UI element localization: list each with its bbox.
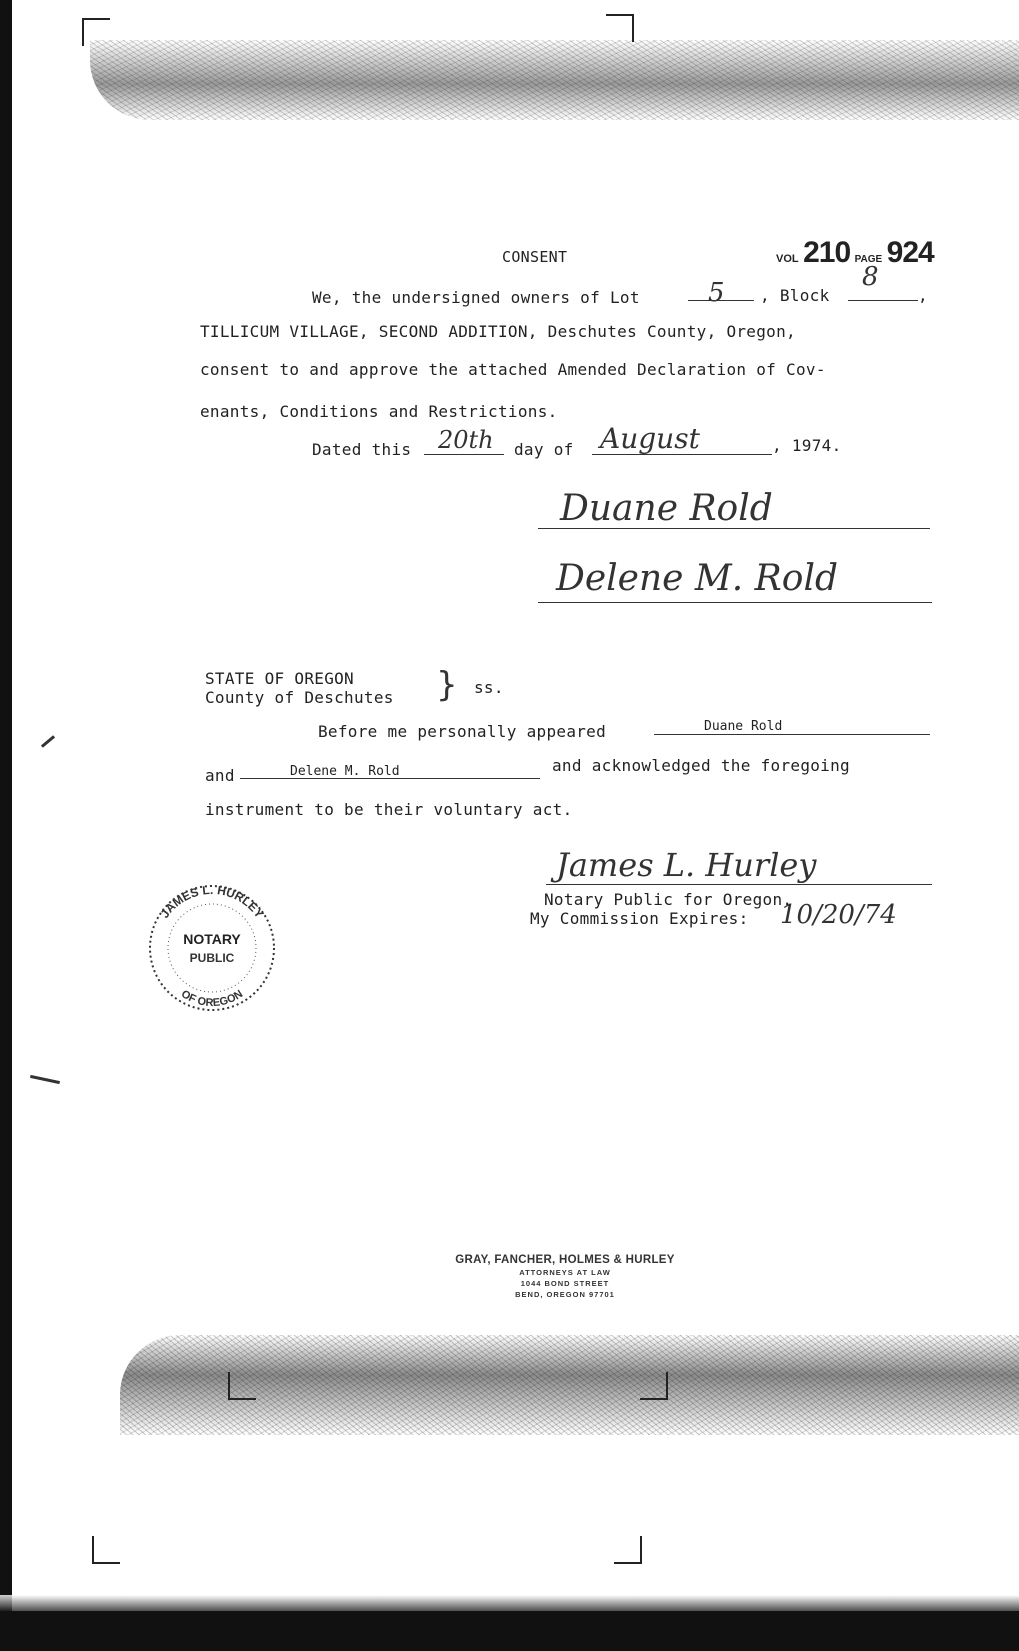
firm-line-2: ATTORNEYS AT LAW [519, 1268, 611, 1277]
day-blank [424, 454, 504, 455]
dated-prefix: Dated this [312, 440, 412, 459]
block-comma: , [918, 286, 928, 305]
notary-signature-line [546, 884, 932, 885]
county-label: County of Deschutes [205, 688, 394, 707]
consent-line-4: enants, Conditions and Restrictions. [200, 402, 558, 421]
crop-mark-bottom-left [92, 1536, 120, 1564]
crop-mark-mid-right [640, 1372, 668, 1400]
day-of-label: day of [514, 440, 574, 459]
before-me-text: Before me personally appeared [318, 722, 607, 741]
day-value: 20th [438, 426, 494, 454]
document-title: CONSENT [502, 248, 568, 266]
scan-edge-bottom [0, 1611, 1019, 1651]
scan-edge-left [0, 0, 12, 1651]
seal-lower-text: OF OREGON [178, 988, 246, 1010]
commission-date: 10/20/74 [780, 900, 897, 930]
crop-mark-mid-left [228, 1372, 256, 1400]
and-label: and [205, 766, 235, 785]
consent-line-3: consent to and approve the attached Amended Declaration of Cov- [200, 360, 826, 379]
notary-seal [128, 868, 296, 1018]
owner-signature-2: Delene M. Rold [556, 558, 839, 599]
block-label: , Block [760, 286, 830, 305]
acknowledged-text: and acknowledged the foregoing [552, 756, 850, 775]
state-label: STATE OF OREGON [205, 669, 354, 688]
firm-city: BEND, OREGON 97701 [515, 1290, 615, 1299]
notary-title: Notary Public for Oregon. [544, 890, 793, 909]
year-value: , 1974. [772, 436, 842, 455]
scan-noise-top [90, 40, 1019, 120]
consent-line-1: We, the undersigned owners of Lot [312, 288, 640, 307]
owner-signature-1: Duane Rold [560, 488, 773, 529]
notary-signature: James L. Hurley [556, 846, 817, 884]
page-number: 924 [886, 236, 934, 269]
block-blank [848, 300, 918, 301]
month-value: August [600, 422, 700, 455]
ss-label: ss. [474, 678, 504, 697]
block-value: 8 [862, 262, 879, 292]
commission-label: My Commission Expires: [530, 909, 749, 928]
crop-mark-top-right [606, 14, 634, 42]
signature-line-2 [538, 602, 932, 603]
scan-shadow-bottom [0, 1595, 1019, 1611]
ss-brace: } [436, 665, 458, 705]
crop-mark-bottom-right [614, 1536, 642, 1564]
seal-bottom-text: PUBLIC [189, 951, 235, 965]
vol-label: VOL [776, 253, 799, 265]
seal-center-text: NOTARY [183, 931, 241, 947]
appeared-name-1: Duane Rold [704, 719, 783, 734]
instrument-text: instrument to be their voluntary act. [205, 800, 573, 819]
page-label: PAGE [854, 254, 883, 265]
appeared-name-2: Delene M. Rold [290, 764, 400, 779]
firm-name: GRAY, FANCHER, HOLMES & HURLEY [455, 1254, 675, 1266]
crop-mark-top-left [82, 18, 110, 46]
scan-mark [41, 735, 55, 748]
seal-top-text: JAMES L. HURLEY [157, 882, 267, 921]
scan-mark [30, 1075, 60, 1084]
consent-line-2: TILLICUM VILLAGE, SECOND ADDITION, Deschutes County, Oregon, [200, 322, 796, 341]
law-firm-footer [400, 1254, 730, 1299]
recording-reference [776, 236, 934, 270]
vol-number: 210 [803, 236, 851, 269]
name1-blank [654, 734, 930, 735]
firm-address: 1044 BOND STREET [520, 1279, 610, 1288]
lot-value: 5 [708, 278, 725, 308]
